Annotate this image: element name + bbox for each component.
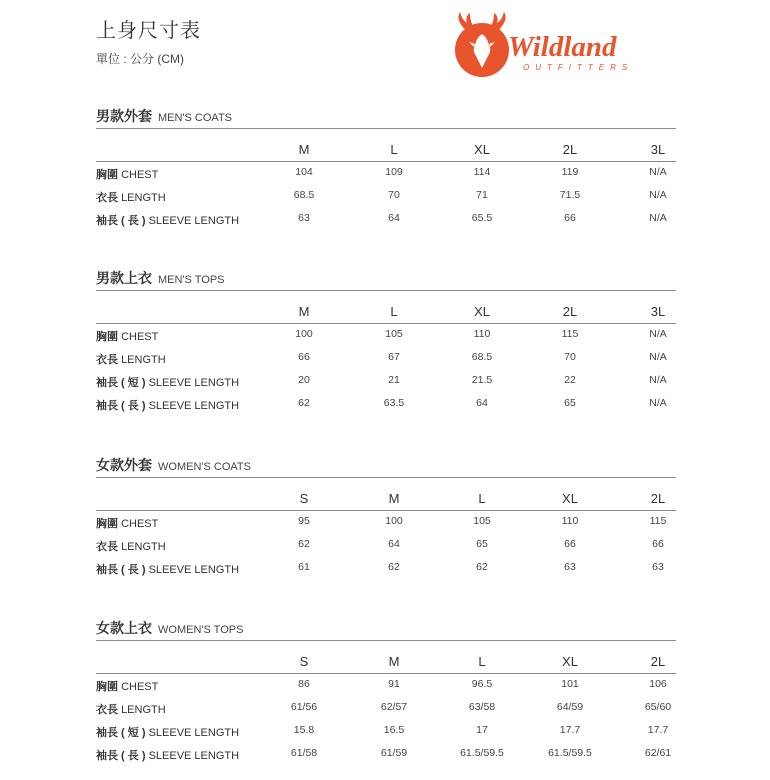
- row-label-zh: 胸圍: [96, 681, 118, 693]
- row-label-en: LENGTH: [121, 541, 166, 553]
- header-divider: [96, 673, 676, 674]
- table-cell: 65.5: [471, 212, 493, 224]
- row-label: [96, 397, 239, 413]
- table-cell: 86: [298, 678, 310, 690]
- size-header: L: [478, 491, 486, 506]
- table-cell: 68.5: [293, 189, 315, 201]
- brand-name: Wildland: [508, 31, 617, 63]
- table-cell: 61/58: [290, 747, 318, 759]
- table-cell: 17.7: [559, 724, 581, 736]
- size-header-row: [96, 304, 676, 324]
- table-cell: 100: [385, 515, 403, 527]
- table-cell: 21.5: [471, 374, 493, 386]
- row-label: [96, 515, 158, 531]
- table-cell: 62/57: [380, 701, 408, 713]
- table-cell: 15.8: [293, 724, 315, 736]
- row-label-zh: 袖長 ( 長 ): [96, 750, 146, 762]
- table-cell: 16.5: [383, 724, 405, 736]
- table-row: [96, 747, 676, 767]
- table-cell: 64: [388, 538, 400, 550]
- section-title-zh: 女款外套: [96, 457, 152, 473]
- table-cell: N/A: [649, 212, 667, 224]
- section-divider: [96, 128, 676, 129]
- section-divider: [96, 290, 676, 291]
- table-cell: 106: [649, 678, 667, 690]
- table-cell: N/A: [649, 397, 667, 409]
- table-cell: 101: [561, 678, 579, 690]
- row-label-en: CHEST: [121, 169, 159, 181]
- table-cell: N/A: [649, 328, 667, 340]
- size-header: L: [390, 304, 398, 319]
- table-cell: 63: [564, 561, 576, 573]
- size-header-row: [96, 142, 676, 162]
- size-header: M: [388, 654, 400, 669]
- row-label-zh: 胸圍: [96, 518, 118, 530]
- table-cell: 62: [388, 561, 400, 573]
- table-row: [96, 701, 676, 721]
- row-label-en: SLEEVE LENGTH: [148, 750, 240, 762]
- table-cell: 63: [652, 561, 664, 573]
- size-header-row: [96, 491, 676, 511]
- table-cell: N/A: [649, 166, 667, 178]
- size-header: 2L: [562, 304, 578, 319]
- section-title-zh: 女款上衣: [96, 620, 152, 636]
- row-label-zh: 袖長 ( 長 ): [96, 564, 146, 576]
- row-label-zh: 袖長 ( 短 ): [96, 377, 146, 389]
- header-divider: [96, 323, 676, 324]
- section-title: [96, 268, 225, 288]
- table-cell: 64: [388, 212, 400, 224]
- section-title-zh: 男款上衣: [96, 270, 152, 286]
- row-label: [96, 189, 166, 205]
- table-cell: 21: [388, 374, 400, 386]
- table-row: [96, 212, 676, 232]
- table-cell: 20: [298, 374, 310, 386]
- row-label-zh: 胸圍: [96, 169, 118, 181]
- table-row: [96, 515, 676, 535]
- size-header: S: [299, 654, 309, 669]
- table-row: [96, 538, 676, 558]
- table-cell: 95: [298, 515, 310, 527]
- section-title: [96, 106, 232, 126]
- row-label: [96, 747, 239, 763]
- table-cell: 63/58: [468, 701, 496, 713]
- table-cell: 63.5: [383, 397, 405, 409]
- row-label-zh: 衣長: [96, 541, 118, 553]
- section-divider: [96, 477, 676, 478]
- table-cell: 62: [476, 561, 488, 573]
- table-cell: 109: [385, 166, 403, 178]
- table-cell: 110: [561, 515, 579, 527]
- size-table-section: [96, 268, 676, 430]
- row-label-en: SLEEVE LENGTH: [148, 727, 240, 739]
- table-cell: 65: [476, 538, 488, 550]
- size-header: L: [390, 142, 398, 157]
- size-header: M: [388, 491, 400, 506]
- table-cell: 71.5: [559, 189, 581, 201]
- table-cell: 62: [298, 538, 310, 550]
- row-label-en: LENGTH: [121, 192, 166, 204]
- size-table-section: [96, 455, 676, 594]
- header-divider: [96, 510, 676, 511]
- row-label-en: SLEEVE LENGTH: [148, 215, 240, 227]
- row-label: [96, 678, 158, 694]
- size-header: S: [299, 491, 309, 506]
- table-row: [96, 351, 676, 371]
- row-label: [96, 701, 166, 717]
- row-label: [96, 561, 239, 577]
- table-cell: N/A: [649, 189, 667, 201]
- table-cell: 115: [561, 328, 579, 340]
- size-table-section: [96, 106, 676, 245]
- table-cell: 71: [476, 189, 488, 201]
- row-label: [96, 538, 166, 554]
- section-title: [96, 455, 251, 475]
- table-cell: 66: [652, 538, 664, 550]
- table-cell: 115: [649, 515, 667, 527]
- size-header: M: [298, 304, 310, 319]
- section-title-zh: 男款外套: [96, 108, 152, 124]
- table-cell: 65: [564, 397, 576, 409]
- table-cell: 61/56: [290, 701, 318, 713]
- row-label-en: LENGTH: [121, 354, 166, 366]
- table-cell: 67: [388, 351, 400, 363]
- table-cell: 66: [564, 212, 576, 224]
- size-header: 3L: [650, 304, 666, 319]
- size-header-row: [96, 654, 676, 674]
- size-header: L: [478, 654, 486, 669]
- table-cell: 91: [388, 678, 400, 690]
- section-divider: [96, 640, 676, 641]
- row-label-en: SLEEVE LENGTH: [148, 400, 240, 412]
- row-label-en: CHEST: [121, 331, 159, 343]
- table-cell: 66: [564, 538, 576, 550]
- row-label: [96, 212, 239, 228]
- size-header: XL: [474, 304, 490, 319]
- row-label-zh: 衣長: [96, 192, 118, 204]
- table-cell: 61.5/59.5: [548, 747, 592, 759]
- row-label-en: CHEST: [121, 518, 159, 530]
- table-cell: 62: [298, 397, 310, 409]
- size-header: 2L: [650, 654, 666, 669]
- unit-note: 單位 : 公分 (CM): [96, 52, 184, 66]
- row-label-en: SLEEVE LENGTH: [148, 564, 240, 576]
- header-divider: [96, 161, 676, 162]
- table-cell: 65/60: [644, 701, 672, 713]
- row-label-zh: 袖長 ( 短 ): [96, 727, 146, 739]
- table-cell: 17: [476, 724, 488, 736]
- table-cell: 66: [298, 351, 310, 363]
- row-label-en: SLEEVE LENGTH: [148, 377, 240, 389]
- table-cell: 61: [298, 561, 310, 573]
- size-header: XL: [562, 654, 578, 669]
- table-cell: N/A: [649, 374, 667, 386]
- table-cell: 64/59: [556, 701, 584, 713]
- table-row: [96, 397, 676, 417]
- table-cell: N/A: [649, 351, 667, 363]
- table-cell: 70: [388, 189, 400, 201]
- section-title: [96, 618, 243, 638]
- table-cell: 114: [473, 166, 491, 178]
- size-header: 3L: [650, 142, 666, 157]
- row-label-zh: 衣長: [96, 354, 118, 366]
- row-label: [96, 374, 239, 390]
- row-label-zh: 衣長: [96, 704, 118, 716]
- size-header: XL: [562, 491, 578, 506]
- table-cell: 70: [564, 351, 576, 363]
- row-label: [96, 166, 158, 182]
- table-cell: 100: [295, 328, 313, 340]
- section-title-en: WOMEN'S COATS: [158, 461, 251, 473]
- size-header: 2L: [650, 491, 666, 506]
- page-title: 上身尺寸表: [96, 20, 201, 42]
- size-header: XL: [474, 142, 490, 157]
- row-label: [96, 328, 158, 344]
- table-row: [96, 724, 676, 744]
- table-cell: 64: [476, 397, 488, 409]
- row-label-zh: 袖長 ( 長 ): [96, 400, 146, 412]
- row-label: [96, 724, 239, 740]
- size-header: M: [298, 142, 310, 157]
- table-cell: 17.7: [647, 724, 669, 736]
- table-cell: 96.5: [471, 678, 493, 690]
- table-row: [96, 561, 676, 581]
- table-cell: 119: [561, 166, 579, 178]
- table-cell: 22: [564, 374, 576, 386]
- table-cell: 105: [473, 515, 491, 527]
- section-title-en: MEN'S COATS: [158, 112, 233, 124]
- row-label-zh: 胸圍: [96, 331, 118, 343]
- row-label-en: CHEST: [121, 681, 159, 693]
- table-cell: 62/61: [644, 747, 672, 759]
- table-cell: 61.5/59.5: [460, 747, 504, 759]
- table-cell: 63: [298, 212, 310, 224]
- table-row: [96, 166, 676, 186]
- section-title-en: WOMEN'S TOPS: [158, 624, 244, 636]
- row-label: [96, 351, 166, 367]
- size-header: 2L: [562, 142, 578, 157]
- table-row: [96, 328, 676, 348]
- table-row: [96, 374, 676, 394]
- row-label-en: LENGTH: [121, 704, 166, 716]
- brand-tagline: OUTFITTERS: [523, 63, 634, 72]
- size-table-section: [96, 618, 676, 780]
- table-row: [96, 189, 676, 209]
- table-row: [96, 678, 676, 698]
- table-cell: 61/59: [380, 747, 408, 759]
- table-cell: 104: [295, 166, 313, 178]
- table-cell: 110: [473, 328, 491, 340]
- section-title-en: MEN'S TOPS: [158, 274, 225, 286]
- wildland-logo: [448, 12, 668, 78]
- table-cell: 68.5: [471, 351, 493, 363]
- row-label-zh: 袖長 ( 長 ): [96, 215, 146, 227]
- table-cell: 105: [385, 328, 403, 340]
